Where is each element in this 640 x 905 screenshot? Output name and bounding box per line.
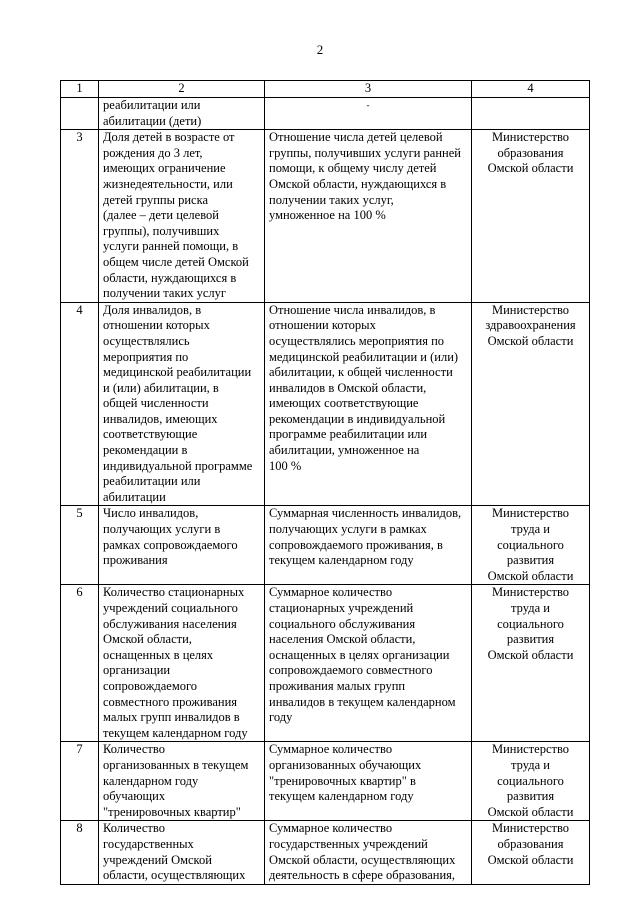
responsible-text: Министерство образования Омской области (487, 821, 574, 867)
header-col-2: 2 (99, 81, 265, 98)
table-row (61, 742, 590, 821)
row-number: 6 (61, 585, 99, 742)
responsible-cell (472, 130, 590, 303)
method-cell (265, 302, 472, 506)
indicator-cell (99, 130, 265, 303)
method-text: Суммарная численность инвалидов, получающих услуги в рамках сопровождаемого проживания, в текущем календарном году (269, 506, 462, 568)
row-number-cell (61, 98, 99, 130)
responsible-text: Министерство здравоохранения Омской области (485, 302, 576, 348)
row-number: 4 (61, 302, 99, 506)
method-cell (265, 585, 472, 742)
method-cell (265, 506, 472, 585)
method-text: Суммарное количество стационарных учреждений социального обслуживания населения Омской области, оснащенных в целях организации сопровождаемого совместного проживания малых групп инвалидов в текущем календарном году (269, 585, 456, 725)
table-row-continued (61, 98, 590, 130)
row-number: 3 (61, 130, 99, 303)
row-number: 8 (61, 821, 99, 884)
method-text: Отношение числа инвалидов, в отношении которых осуществлялись мероприятия по медицинской реабилитации и (или) абилитации, к общей численности инвалидов в Омской области, имеющих соответствующие рекомендации в индивидуальной программе реабилитации или абилитации, умноженное на 100 % (269, 302, 459, 473)
method-cell (265, 130, 472, 303)
responsible-cell (472, 506, 590, 585)
indicator-text: Количество стационарных учреждений социального обслуживания населения Омской области, оснащенных в целях организации сопровождаемого совместного проживания малых групп инвалидов в текущем календарном году (103, 585, 248, 740)
table-row (61, 585, 590, 742)
indicator-text: Доля детей в возрасте от рождения до 3 лет, имеющих ограничение жизнедеятельности, или детей группы риска (далее – дети целевой группы), получивших услуги ранней помощи, в общем числе детей Омской области, нуждающихся в получении таких услуг (103, 130, 249, 301)
indicator-text: Количество организованных в текущем календарном году обучающих "тренировочных квартир" (103, 742, 249, 819)
tick-mark: - (366, 100, 370, 110)
table-row (61, 506, 590, 585)
responsible-cell (472, 585, 590, 742)
indicators-table (60, 80, 590, 885)
indicator-text: Число инвалидов, получающих услуги в рамках сопровождаемого проживания (103, 506, 238, 568)
page-number: 2 (316, 42, 324, 57)
indicator-cell (99, 585, 265, 742)
method-text: Суммарное количество организованных обучающих "тренировочных квартир" в текущем календарном году (269, 742, 422, 804)
indicator-cell (99, 506, 265, 585)
indicator-text: Количество государственных учреждений Омской области, осуществляющих (103, 821, 246, 883)
table-row (61, 130, 590, 303)
method-text: Суммарное количество государственных учреждений Омской области, осуществляющих деятельность в сфере образования, (269, 821, 456, 883)
responsible-text: Министерство труда и социального развития Омской области (487, 585, 574, 662)
method-cell (265, 98, 472, 130)
row-number: 5 (61, 506, 99, 585)
table-row (61, 302, 590, 506)
indicator-cell (99, 742, 265, 821)
indicator-cell (99, 821, 265, 884)
method-cell (265, 742, 472, 821)
method-text: Отношение числа детей целевой группы, получивших услуги ранней помощи, к общему числу детей Омской области, нуждающихся в получении таких услуг, умноженное на 100 % (269, 130, 461, 223)
indicator-text: Доля инвалидов, в отношении которых осуществлялись мероприятия по медицинской реабилитации и (или) абилитации, в общей численности инвалидов, имеющих соответствующие рекомендации в индивидуальной программе реабилитации или абилитации (103, 302, 253, 504)
responsible-text: Министерство труда и социального развития Омской области (487, 506, 574, 583)
responsible-cell (472, 742, 590, 821)
row-number: 7 (61, 742, 99, 821)
table-row (61, 821, 590, 884)
header-row (61, 81, 590, 98)
method-cell (265, 821, 472, 884)
header-col-4: 4 (472, 81, 590, 98)
responsible-cell (472, 821, 590, 884)
responsible-cell (472, 98, 590, 130)
indicator-cell (99, 98, 265, 130)
responsible-cell (472, 302, 590, 506)
responsible-text: Министерство образования Омской области (487, 130, 574, 176)
header-col-3: 3 (265, 81, 472, 98)
responsible-text: Министерство труда и социального развития Омской области (487, 742, 574, 819)
indicator-text: реабилитации или абилитации (дети) (103, 98, 202, 128)
header-col-1: 1 (61, 81, 99, 98)
indicator-cell (99, 302, 265, 506)
